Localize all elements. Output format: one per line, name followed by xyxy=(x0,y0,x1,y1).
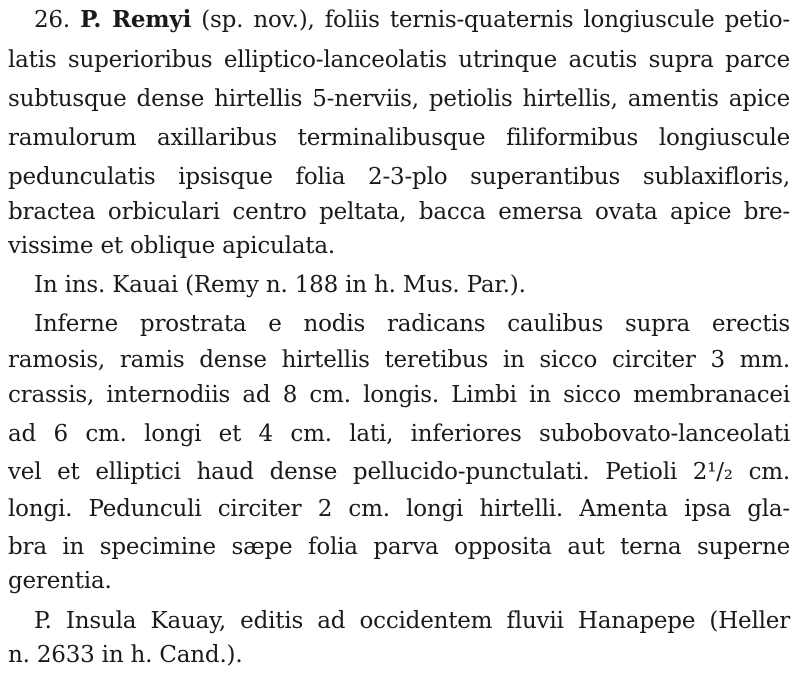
description-line: bra in specimine sæpe folia parva opposita aut terna superne xyxy=(8,534,790,560)
entry-heading-line xyxy=(34,3,790,37)
diagnosis-line: bractea orbiculari centro peltata, bacca emersa ovata apice bre- xyxy=(8,199,790,225)
description-line: gerentia. xyxy=(8,568,112,594)
description-line: ad 6 cm. longi et 4 cm. lati, inferiores subobovato-lanceolati xyxy=(8,421,790,447)
entry-number: 26. xyxy=(34,7,70,33)
species-name: P. Remyi xyxy=(80,6,192,33)
specimen-line: n. 2633 in h. Cand.). xyxy=(8,642,243,668)
description-line: Inferne prostrata e nodis radicans caulibus supra erectis xyxy=(34,311,790,337)
specimen-line: P. Insula Kauay, editis ad occidentem fluvii Hanapepe (Heller xyxy=(34,608,790,634)
diagnosis-line: subtusque dense hirtellis 5-nerviis, petiolis hirtellis, amentis apice xyxy=(8,86,790,112)
diagnosis-line: pedunculatis ipsisque folia 2-3-plo superantibus sublaxifloris, xyxy=(8,164,790,190)
locality-line: In ins. Kauai (Remy n. 188 in h. Mus. Par.). xyxy=(34,272,526,298)
description-line: vel et elliptici haud dense pellucido-punctulati. Petioli 2¹/₂ cm. xyxy=(8,459,790,485)
description-line: longi. Pedunculi circiter 2 cm. longi hirtelli. Amenta ipsa gla- xyxy=(8,496,790,522)
diagnosis-line: latis superioribus elliptico-lanceolatis utrinque acutis supra parce xyxy=(8,47,790,73)
diagnosis-line: vissime et oblique apiculata. xyxy=(8,233,335,259)
diagnosis-first-line: (sp. nov.), foliis ternis-quaternis longiuscule petio- xyxy=(201,7,790,33)
description-line: ramosis, ramis dense hirtellis teretibus in sicco circiter 3 mm. xyxy=(8,347,790,373)
diagnosis-line: ramulorum axillaribus terminalibusque filiformibus longiuscule xyxy=(8,125,790,151)
description-line: crassis, internodiis ad 8 cm. longis. Limbi in sicco membranacei xyxy=(8,382,790,408)
